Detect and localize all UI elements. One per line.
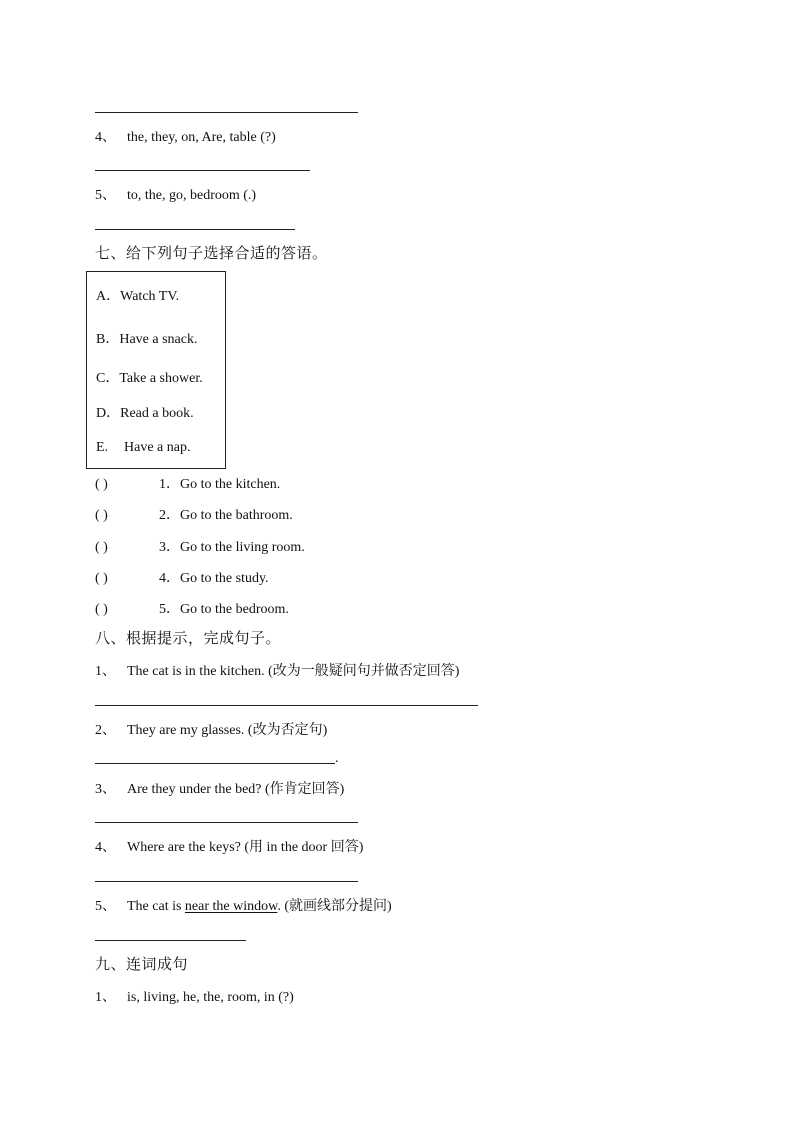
answer-blank[interactable]: ( ) (95, 602, 108, 617)
option-b (96, 328, 197, 348)
match-question-3 (95, 536, 305, 556)
option-text: Take a shower. (119, 371, 203, 386)
word-order-item-4 (95, 126, 276, 146)
answer-line[interactable] (95, 881, 358, 882)
option-letter: E. (96, 440, 109, 455)
answer-blank[interactable]: ( ) (95, 540, 108, 555)
answer-blank[interactable]: ( ) (95, 508, 108, 523)
answer-line[interactable] (95, 705, 478, 706)
option-d (96, 402, 194, 422)
option-text: Have a nap. (124, 440, 191, 455)
item-text: to, the, go, bedroom (.) (127, 188, 257, 203)
option-letter: D． (96, 406, 121, 421)
answer-blank[interactable]: ( ) (95, 477, 108, 492)
match-question-4 (95, 567, 269, 587)
section-heading-9: 九、连词成句 (95, 957, 189, 973)
option-letter: B． (96, 332, 120, 347)
match-question-1 (95, 473, 280, 493)
option-text: Have a snack. (119, 332, 198, 347)
rewrite-item-2 (95, 719, 327, 739)
question-text: 4．Go to the study. (159, 571, 269, 586)
item-number: 1、 (95, 664, 116, 679)
item-number: 4、 (95, 130, 116, 145)
item-text: is, living, he, the, room, in (?) (127, 990, 294, 1005)
item-text: They are my glasses. (改为否定句) (127, 723, 328, 738)
question-text: 1．Go to the kitchen. (159, 477, 281, 492)
item-text-before: The cat is (127, 899, 185, 914)
answer-blank[interactable]: ( ) (95, 571, 108, 586)
item-number: 5、 (95, 899, 116, 914)
line-end-period: . (335, 751, 339, 766)
option-e (96, 440, 190, 456)
option-text: Read a book. (120, 406, 194, 421)
rewrite-item-5 (95, 895, 392, 915)
match-question-2 (95, 504, 293, 524)
item-number: 1、 (95, 990, 116, 1005)
word-order-item-1 (95, 986, 294, 1006)
item-text: Where are the keys? (用 in the door 回答) (127, 840, 364, 855)
item-text: Are they under the bed? (作肯定回答) (127, 782, 345, 797)
rewrite-item-1 (95, 660, 459, 680)
answer-line[interactable] (95, 112, 358, 113)
item-text-after: . (就画线部分提问) (277, 899, 392, 914)
word-order-item-5 (95, 184, 256, 204)
option-letter: C． (96, 371, 120, 386)
question-text: 2．Go to the bathroom. (159, 508, 293, 523)
option-c (96, 367, 203, 387)
section-heading-8: 八、根据提示，完成句子。 (95, 631, 282, 647)
answer-line[interactable] (95, 822, 358, 823)
item-number: 2、 (95, 723, 116, 738)
item-number: 5、 (95, 188, 116, 203)
item-text: the, they, on, Are, table (?) (127, 130, 276, 145)
option-a (96, 285, 179, 305)
option-letter: A． (96, 289, 121, 304)
section-heading-7: 七、给下列句子选择合适的答语。 (95, 246, 328, 262)
answer-line[interactable] (95, 229, 295, 230)
underlined-phrase: near the window (184, 899, 278, 914)
item-number: 3、 (95, 782, 116, 797)
options-box (86, 271, 226, 469)
answer-line[interactable] (95, 763, 335, 764)
question-text: 5．Go to the bedroom. (159, 602, 289, 617)
option-text: Watch TV. (120, 289, 180, 304)
rewrite-item-4 (95, 836, 363, 856)
answer-line[interactable] (95, 170, 310, 171)
answer-line[interactable] (95, 940, 246, 941)
match-question-5 (95, 598, 289, 618)
rewrite-item-3 (95, 778, 344, 798)
item-number: 4、 (95, 840, 116, 855)
item-text: The cat is in the kitchen. (改为一般疑问句并做否定回答) (127, 664, 460, 679)
question-text: 3．Go to the living room. (159, 540, 305, 555)
